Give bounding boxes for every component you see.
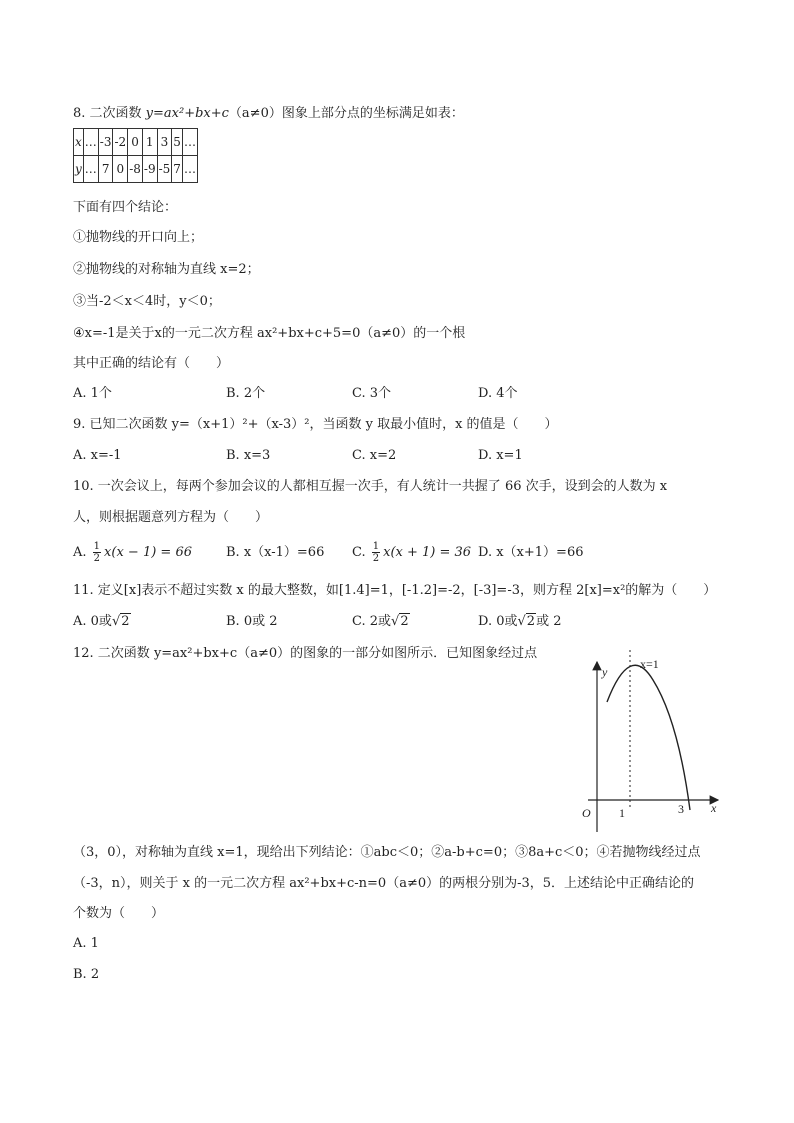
table-cell: … (182, 129, 197, 156)
table-cell: -9 (142, 156, 157, 183)
table-cell: … (83, 129, 98, 156)
q10-option-a: A. $\frac{1}{2}$ x(x − 1) = 66 (73, 541, 192, 564)
table-cell: 0 (113, 156, 128, 183)
q8-intro: 下面有四个结论： (73, 200, 178, 215)
q8-question: 其中正确的结论有（ ） (73, 356, 230, 371)
table-cell: x (74, 129, 84, 156)
q11-stem: 11. 定义[x]表示不超过实数 x 的最大整数，如[1.4]=1，[-1.2]=-2，[-3]=-3，则方程 2[x]=x²的解为（ ） (73, 583, 717, 598)
graph-origin-label: O (582, 806, 591, 820)
parabola-graph (578, 648, 728, 838)
q8-conclusion-2: ②抛物线的对称轴为直线 x=2； (73, 262, 260, 277)
table-row-y (74, 156, 198, 183)
q8-conclusion-4: ④x=-1是关于x的一元二次方程 ax²+bx+c+5=0（a≠0）的一个根 (73, 326, 466, 341)
table-cell: y (74, 156, 84, 183)
q12-option-b: B. 2 (73, 967, 100, 982)
q8-option-d: D. 4个 (478, 386, 518, 401)
q9-option-a: A. x=-1 (73, 448, 122, 463)
q9-option-d: D. x=1 (478, 448, 523, 463)
graph-x-label: x (711, 801, 717, 815)
table-cell: … (182, 156, 197, 183)
table-cell: -8 (128, 156, 143, 183)
q8-option-c: C. 3个 (352, 386, 392, 401)
table-cell: 7 (172, 156, 183, 183)
q12-cont-line2: （-3，n），则关于 x 的一元二次方程 ax²+bx+c-n=0（a≠0）的两根分别为-3，5．上述结论中正确结论的 (73, 876, 695, 891)
table-cell: -3 (98, 129, 113, 156)
sqrt: √2 (517, 614, 536, 629)
table-cell: 3 (157, 129, 172, 156)
table-row-x (74, 129, 198, 156)
q10-option-b: B. x（x-1）=66 (226, 545, 325, 560)
table-cell: -2 (113, 129, 128, 156)
sqrt: √2 (391, 614, 409, 629)
table-cell: … (83, 156, 98, 183)
q8-stem: 8. 二次函数 y=ax²+bx+c（a≠0）图象上部分点的坐标满足如表： (73, 106, 464, 121)
q9-option-b: B. x=3 (226, 448, 271, 463)
q10-option-c: C. $\frac{1}{2}$ x(x + 1) = 36 (352, 541, 472, 564)
table-cell: 5 (172, 129, 183, 156)
fraction: $\frac{1}{2}$ (93, 541, 101, 564)
table-cell: 1 (142, 129, 157, 156)
q12-cont-line1: （3，0），对称轴为直线 x=1，现给出下列结论：①abc＜0；②a-b+c=0；③8a+c＜0；④若抛物线经过点 (73, 845, 701, 860)
table-cell: -5 (157, 156, 172, 183)
q8-option-b: B. 2个 (226, 386, 266, 401)
q8-value-table (73, 128, 198, 183)
q10-stem-line1: 10. 一次会议上，每两个参加会议的人都相互握一次手，有人统计一共握了 66 次手，设到会的人数为 x (73, 479, 668, 494)
q10-stem-line2: 人，则根据题意列方程为（ ） (73, 510, 269, 525)
q9-option-c: C. x=2 (352, 448, 397, 463)
q12-option-a: A. 1 (73, 936, 99, 951)
graph-y-label: y (602, 665, 608, 679)
q8-option-a: A. 1个 (73, 386, 112, 401)
table-cell: 7 (98, 156, 113, 183)
q9-stem: 9. 已知二次函数 y=（x+1）²+（x-3）²，当函数 y 取最小值时，x 的值是（ ） (73, 417, 558, 432)
q8-conclusion-3: ③当-2＜x＜4时，y＜0； (73, 294, 221, 309)
q11-option-d: D. 0或√2或 2 (478, 614, 562, 629)
graph-tick-1: 1 (619, 806, 625, 820)
sqrt: √2 (111, 614, 130, 629)
q11-option-a: A. 0或√2 (73, 614, 130, 629)
parabola-curve (607, 665, 690, 810)
q12-stem: 12. 二次函数 y=ax²+bx+c（a≠0）的图象的一部分如图所示．已知图象经过点 (73, 646, 538, 661)
fraction: $\frac{1}{2}$ (372, 541, 380, 564)
graph-symmetry-label: x=1 (640, 657, 659, 671)
graph-tick-3: 3 (678, 802, 684, 816)
q8-conclusion-1: ①抛物线的开口向上； (73, 230, 204, 245)
table-cell: 0 (128, 129, 143, 156)
q11-option-b: B. 0或 2 (226, 614, 278, 629)
q10-option-d: D. x（x+1）=66 (478, 545, 584, 560)
q12-cont-line3: 个数为（ ） (73, 906, 165, 921)
q11-option-c: C. 2或√2 (352, 614, 409, 629)
